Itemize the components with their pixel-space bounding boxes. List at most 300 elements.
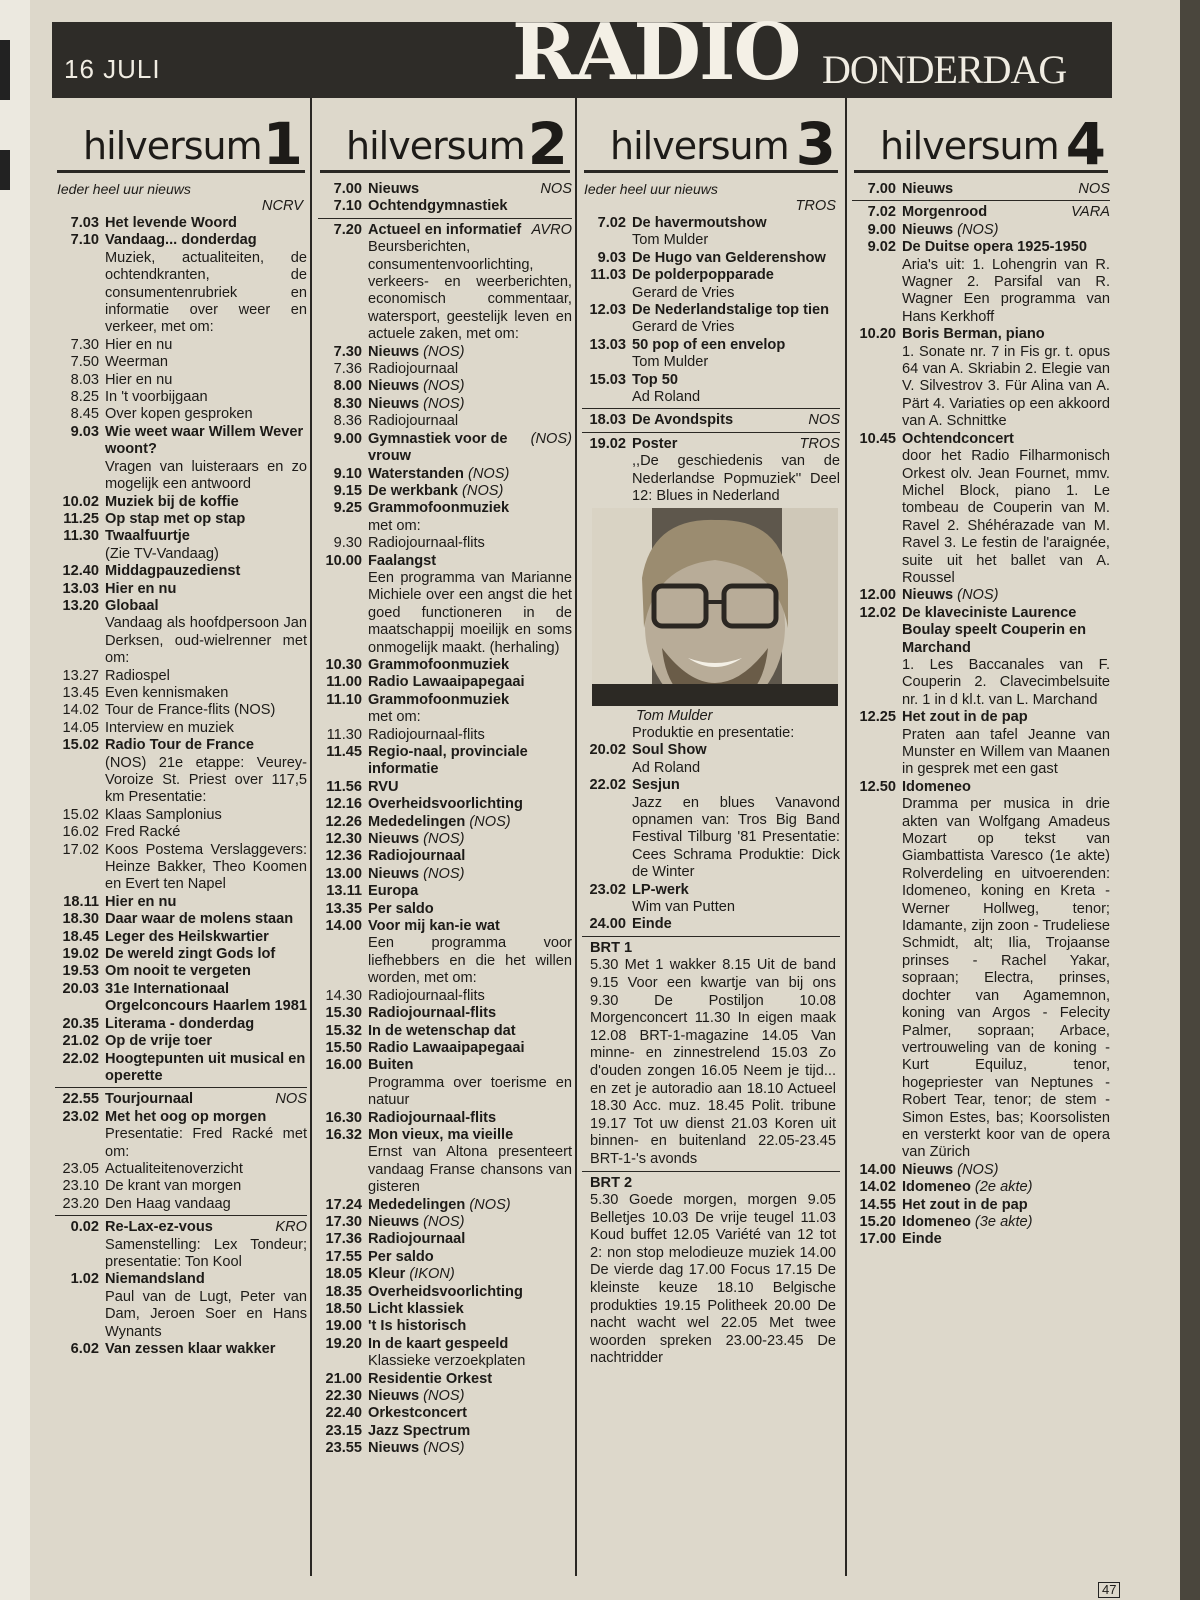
program-description: Muziek, actualiteiten, de ochtendkranten, de consumentenrubriek en informatie over weer en verkeer, met om:	[105, 249, 307, 336]
program-entry	[852, 222, 1110, 239]
program-entry	[852, 1197, 1110, 1214]
program-description: Jazz en blues Vanavond opnamen van: Tros Big Band Festival Tilburg '81 Presentatie: Cees Schrama Produktie: Dick de Winter	[632, 794, 840, 881]
program-time: 23.05	[62, 1160, 99, 1177]
program-entry	[318, 674, 572, 691]
program-body	[368, 988, 572, 1005]
program-title: Mededelingen	[368, 813, 466, 830]
column-hilversum-4	[852, 98, 1110, 1576]
program-entry	[55, 824, 307, 841]
brt-listing: 5.30 Goede morgen, morgen 9.05 Belletjes 10.03 De vrije teugel 11.03 Koud buffet 12.05 Variété van 12 tot 2: non stop melodieuze muziek 14.00 De vierde dag 17.00 Focus 17.15 De kleinste keuze 18.10 Belgische produkties 19.15 Politheek 20.00 De nacht wacht wel 22.05 Met twee woorden spreken 23.00-23.45 De nachtridder	[590, 1192, 836, 1367]
program-body	[902, 181, 1110, 198]
program-entry	[55, 685, 307, 702]
program-line	[902, 1214, 1110, 1231]
program-description: Gerard de Vries	[632, 319, 735, 336]
station-name: hilversum	[346, 124, 525, 168]
spacer	[733, 412, 804, 429]
program-entry	[582, 302, 840, 337]
program-description: 1. Les Baccanales van F. Couperin 2. Clavecimbelsuite nr. 1 in d kl.t. van L. Marchand	[902, 656, 1110, 708]
program-entry	[318, 814, 572, 831]
program-time: 7.02	[597, 215, 626, 231]
program-description: Radiojournaal-flits	[368, 535, 485, 552]
program-entry	[852, 1179, 1110, 1196]
program-line	[368, 1214, 572, 1231]
program-entry	[55, 842, 307, 894]
program-time: 24.00	[589, 916, 626, 933]
program-entry	[55, 372, 307, 389]
program-body	[105, 215, 307, 232]
program-title: In de wetenschap dat	[368, 1022, 516, 1039]
program-body	[902, 1231, 1110, 1248]
program-entry	[318, 483, 572, 500]
program-time: 12.16	[325, 796, 362, 813]
program-body	[105, 1033, 307, 1050]
program-entry	[318, 883, 572, 900]
program-entry	[318, 1040, 572, 1057]
program-entry	[852, 326, 1110, 430]
program-body	[632, 916, 840, 933]
program-entry	[318, 848, 572, 865]
program-title: Idomeneo	[902, 778, 971, 795]
program-entry	[318, 361, 572, 378]
program-time: 17.24	[325, 1196, 362, 1213]
program-entry	[318, 1005, 572, 1022]
program-time: 10.02	[62, 493, 99, 510]
program-entry	[582, 742, 840, 777]
program-title: Twaalfuurtje	[105, 528, 190, 545]
program-line	[368, 831, 572, 848]
program-body	[368, 483, 572, 500]
program-time: 12.30	[325, 831, 362, 848]
program-description: Fred Racké	[105, 824, 181, 841]
program-title: Idomeneo	[902, 1213, 971, 1230]
program-body	[368, 1423, 572, 1440]
program-entry	[852, 431, 1110, 588]
program-entry	[582, 882, 840, 917]
program-time	[582, 708, 632, 743]
program-description: Een programma van Marianne Michiele over een angst die het goed functioneren in de maatschappij moeilijk en soms onmogelijk maakt. (herhaling)	[368, 569, 572, 656]
program-title: Hier en nu	[105, 893, 177, 910]
program-description: Ad Roland	[632, 389, 701, 406]
program-description: Hier en nu	[105, 371, 173, 388]
header-title: RADIO	[512, 7, 800, 98]
program-title: 't Is historisch	[368, 1318, 467, 1335]
program-title: Radiojournaal-flits	[368, 1109, 497, 1126]
adjacent-page-edge	[0, 0, 30, 1600]
program-line	[105, 563, 307, 580]
broadcaster-label: AVRO	[531, 221, 572, 238]
program-time: 22.02	[589, 777, 626, 794]
program-time: 14.55	[859, 1196, 896, 1213]
program-line	[632, 250, 840, 267]
program-source: (NOS)	[423, 378, 465, 395]
program-line	[368, 796, 572, 813]
program-time: 1.02	[70, 1271, 99, 1288]
program-time: 14.00	[325, 918, 362, 935]
program-body	[105, 581, 307, 598]
station-number: 3	[795, 110, 836, 178]
program-title: Faalangst	[368, 552, 437, 569]
program-line	[368, 1318, 572, 1335]
program-line	[105, 1341, 307, 1358]
program-description: Weerman	[105, 354, 168, 371]
program-title: Sesjun	[632, 777, 680, 794]
program-body	[105, 598, 307, 668]
program-description: Ernst van Altona presenteert vandaag Franse chansons van gisteren	[368, 1144, 572, 1196]
program-line	[368, 483, 572, 500]
program-source: (NOS)	[957, 1161, 999, 1178]
program-line	[902, 1162, 1110, 1179]
program-title: Literama - donderdag	[105, 1015, 255, 1032]
program-line	[105, 528, 307, 545]
program-entry	[55, 720, 307, 737]
presenter-portrait-illustration	[592, 508, 838, 706]
program-title: Radiojournaal-flits	[368, 1005, 497, 1022]
program-title: Het zout in de pap	[902, 709, 1028, 726]
program-title: Per saldo	[368, 900, 434, 917]
program-body	[632, 412, 840, 429]
program-time: 22.40	[325, 1405, 362, 1422]
program-line	[902, 326, 1110, 343]
program-line	[368, 901, 572, 918]
program-line	[105, 929, 307, 946]
program-source: (NOS)	[957, 221, 999, 238]
program-title: Gymnastiek voor de vrouw	[368, 430, 508, 465]
program-entry	[852, 239, 1110, 326]
program-line	[368, 1440, 572, 1457]
program-body	[105, 337, 307, 354]
program-time: 13.20	[62, 597, 99, 614]
program-time: 13.35	[325, 900, 362, 917]
program-entry	[55, 1196, 307, 1213]
broadcaster-label: TROS	[799, 435, 840, 452]
program-body	[105, 232, 307, 336]
program-description: Klaas Samplonius	[105, 806, 222, 823]
broadcaster-label: NCRV	[261, 198, 303, 214]
column-divider	[310, 98, 312, 1576]
program-description: Even kennismaken	[105, 684, 229, 701]
program-line	[902, 709, 1110, 726]
program-body	[902, 709, 1110, 779]
program-entry	[55, 337, 307, 354]
program-body	[368, 692, 572, 727]
program-body	[368, 848, 572, 865]
program-time: 22.55	[62, 1091, 99, 1108]
program-body	[902, 1214, 1110, 1231]
program-entry	[318, 1423, 572, 1440]
spacer	[419, 181, 536, 198]
program-entry	[582, 250, 840, 267]
program-entry	[55, 528, 307, 563]
program-body	[902, 1179, 1110, 1196]
program-title: De Avondspits	[632, 412, 734, 429]
program-line	[368, 466, 572, 483]
program-title: Einde	[632, 916, 672, 933]
program-time: 16.02	[62, 824, 99, 841]
program-line	[632, 742, 840, 759]
column-hilversum-3	[582, 98, 840, 1576]
spacer	[677, 436, 795, 453]
program-entry	[55, 929, 307, 946]
program-description: Interview en muziek	[105, 719, 234, 736]
program-entry	[318, 1266, 572, 1283]
program-line	[105, 598, 307, 615]
program-title: Re-Lax-ez-vous	[105, 1219, 213, 1236]
program-title: Nieuws	[368, 378, 420, 395]
program-title: Hoogtepunten uit musical en operette	[105, 1050, 306, 1084]
program-body	[632, 302, 840, 337]
program-entry	[852, 1214, 1110, 1231]
program-time: 19.02	[589, 435, 626, 452]
program-body	[368, 396, 572, 413]
program-time: 15.03	[589, 371, 626, 388]
program-body	[368, 1318, 572, 1335]
program-time: 9.10	[333, 465, 362, 482]
program-line	[368, 883, 572, 900]
program-title: Per saldo	[368, 1248, 434, 1265]
program-entry	[582, 372, 840, 407]
program-body	[902, 1162, 1110, 1179]
program-body	[368, 431, 572, 466]
program-entry	[55, 1219, 307, 1271]
program-body	[105, 1109, 307, 1161]
program-time: 11.30	[326, 726, 362, 743]
program-time: 0.02	[70, 1219, 99, 1236]
program-time: 7.30	[333, 343, 362, 360]
program-title: Hier en nu	[105, 580, 177, 597]
column-hilversum-2	[318, 98, 572, 1576]
program-time: 8.25	[70, 389, 99, 406]
program-body	[368, 901, 572, 918]
program-line	[632, 412, 840, 429]
program-time: 12.03	[589, 302, 626, 319]
program-time: 19.00	[325, 1318, 362, 1335]
program-line	[368, 198, 572, 215]
program-line	[368, 1005, 572, 1022]
program-body	[105, 737, 307, 807]
program-line	[632, 215, 840, 232]
program-body	[105, 807, 307, 824]
program-time: 13.00	[325, 865, 362, 882]
program-time: 9.25	[333, 500, 362, 517]
program-entry	[55, 911, 307, 928]
program-entry	[318, 796, 572, 813]
program-entry	[852, 605, 1110, 709]
program-entry	[55, 1161, 307, 1178]
program-line	[902, 1197, 1110, 1214]
broadcaster-label: NOS	[808, 412, 840, 429]
program-description: Radiojournaal	[368, 361, 459, 378]
program-title: De polderpopparade	[632, 267, 774, 284]
program-body	[105, 1178, 307, 1195]
program-time: 12.36	[325, 848, 362, 865]
program-entry	[55, 737, 307, 807]
program-time: 19.53	[62, 963, 99, 980]
program-body	[368, 361, 572, 378]
program-time: 6.02	[70, 1341, 99, 1357]
program-line	[368, 1371, 572, 1388]
program-entry	[55, 563, 307, 580]
program-description: Wim van Putten	[632, 898, 736, 915]
program-line	[902, 779, 1110, 796]
program-entry	[318, 1127, 572, 1197]
program-entry	[55, 702, 307, 719]
broadcaster-label: NOS	[1078, 181, 1110, 197]
program-title: Nieuws	[368, 1388, 420, 1405]
program-entry	[852, 587, 1110, 604]
program-description: Hier en nu	[105, 336, 173, 353]
program-body	[368, 744, 572, 779]
edge-mark	[0, 40, 10, 100]
program-body	[368, 866, 572, 883]
column-divider	[575, 98, 577, 1576]
program-time: 17.36	[325, 1231, 362, 1248]
program-body	[105, 685, 307, 702]
program-body	[368, 1284, 572, 1301]
program-body	[105, 406, 307, 423]
program-body	[902, 779, 1110, 1162]
program-body	[632, 777, 840, 881]
program-title: Mon vieux, ma vieille	[368, 1126, 514, 1143]
program-time: 23.20	[62, 1195, 99, 1212]
program-time: 7.10	[70, 232, 99, 249]
program-line	[368, 344, 572, 361]
program-entry	[55, 1178, 307, 1195]
program-entry	[318, 1231, 572, 1248]
program-title: Radio Lawaaipapegaai	[368, 674, 525, 691]
program-line	[902, 222, 1110, 239]
program-title: Nieuws	[368, 1213, 420, 1230]
program-description: Radiojournaal	[368, 413, 459, 430]
program-entry	[318, 1336, 572, 1371]
program-title: Kleur	[368, 1266, 406, 1283]
program-body	[368, 657, 572, 674]
program-entry	[318, 744, 572, 779]
program-body	[368, 1040, 572, 1057]
program-title: Grammofoonmuziek	[368, 500, 510, 517]
program-line	[632, 302, 840, 319]
program-description: Tom Mulder	[632, 232, 709, 249]
program-line	[368, 1301, 572, 1318]
program-time: 18.50	[325, 1301, 362, 1317]
program-time: 14.02	[859, 1179, 896, 1196]
program-time: 12.02	[859, 604, 896, 621]
program-source: (NOS)	[423, 865, 465, 882]
program-line	[368, 1284, 572, 1301]
brt-heading: BRT 2	[590, 1174, 633, 1191]
program-description: Tour de France-flits (NOS)	[105, 702, 276, 719]
program-entry	[318, 692, 572, 727]
program-line	[105, 1033, 307, 1050]
program-line	[368, 431, 572, 466]
program-body	[105, 1196, 307, 1213]
broadcaster-label: NOS	[540, 181, 572, 197]
program-description: Programma over toerisme en natuur	[368, 1074, 572, 1109]
program-body	[368, 1005, 572, 1022]
program-entry	[318, 1371, 572, 1388]
program-time: 12.00	[859, 587, 896, 604]
program-body	[105, 911, 307, 928]
program-entry	[318, 1214, 572, 1231]
program-time: 15.30	[325, 1005, 362, 1022]
program-body	[368, 500, 572, 535]
program-body	[368, 1336, 572, 1371]
program-time: 15.20	[859, 1213, 896, 1230]
program-time: 23.10	[62, 1178, 99, 1195]
program-title: Niemandsland	[105, 1271, 205, 1288]
program-entry	[318, 831, 572, 848]
program-entry	[852, 181, 1110, 198]
program-body	[368, 1231, 572, 1248]
program-line	[368, 1336, 572, 1353]
program-body	[105, 1161, 307, 1178]
program-entry	[582, 916, 840, 933]
program-time: 11.03	[590, 267, 626, 284]
program-title: Wie weet waar Willem Wever woont?	[105, 423, 304, 458]
program-time: 9.15	[333, 482, 362, 499]
program-time: 8.00	[333, 378, 362, 395]
program-time: 18.03	[589, 412, 626, 429]
program-entry	[318, 1318, 572, 1335]
program-time: 7.03	[70, 215, 99, 231]
program-entry	[318, 535, 572, 552]
program-title: Nieuws	[902, 181, 954, 197]
program-description: Paul van de Lugt, Peter van Dam, Jeroen Soer en Hans Wynants	[105, 1288, 307, 1340]
program-entry	[318, 1057, 572, 1109]
program-entry	[318, 779, 572, 796]
program-entry	[318, 1284, 572, 1301]
program-description: (Zie TV-Vandaag)	[105, 545, 219, 562]
program-line	[632, 436, 840, 453]
program-time: 14.00	[859, 1161, 896, 1178]
program-time: 9.30	[333, 535, 362, 552]
program-entry	[582, 215, 840, 250]
belgian-radio-schedule	[582, 940, 840, 1169]
program-title: De Nederlandstalige top tien	[632, 302, 830, 319]
program-body	[105, 1271, 307, 1341]
program-body	[368, 814, 572, 831]
program-line	[105, 581, 307, 598]
program-entry	[55, 424, 307, 494]
program-title: Nieuws	[368, 1440, 420, 1457]
program-description: Klassieke verzoekplaten	[368, 1353, 526, 1370]
program-entry	[55, 232, 307, 336]
program-line	[632, 372, 840, 389]
program-entry	[318, 500, 572, 535]
program-entry	[55, 1033, 307, 1050]
program-line	[105, 494, 307, 511]
program-time: 10.20	[859, 326, 896, 343]
program-time: 8.45	[70, 406, 99, 423]
program-body	[368, 1405, 572, 1422]
program-line	[902, 587, 1110, 604]
broadcaster-label: NOS	[275, 1091, 307, 1108]
program-line	[632, 916, 840, 933]
program-line	[632, 777, 840, 794]
program-title: Grammofoonmuziek	[368, 656, 510, 673]
program-title: De Hugo van Gelderenshow	[632, 249, 826, 266]
section-rule	[852, 200, 1110, 201]
program-entry	[318, 657, 572, 674]
program-body	[105, 1091, 307, 1108]
program-body	[368, 466, 572, 483]
program-line	[368, 500, 572, 517]
program-entry	[55, 946, 307, 963]
program-description: Aria's uit: 1. Lohengrin van R. Wagner 2. Parsifal van R. Wagner Een programma van Hans Kerkhoff	[902, 256, 1110, 325]
program-time: 7.00	[867, 181, 896, 197]
program-title: Overheidsvoorlichting	[368, 1283, 523, 1300]
program-source: (NOS)	[469, 813, 511, 830]
brt-heading: BRT 1	[590, 939, 633, 956]
